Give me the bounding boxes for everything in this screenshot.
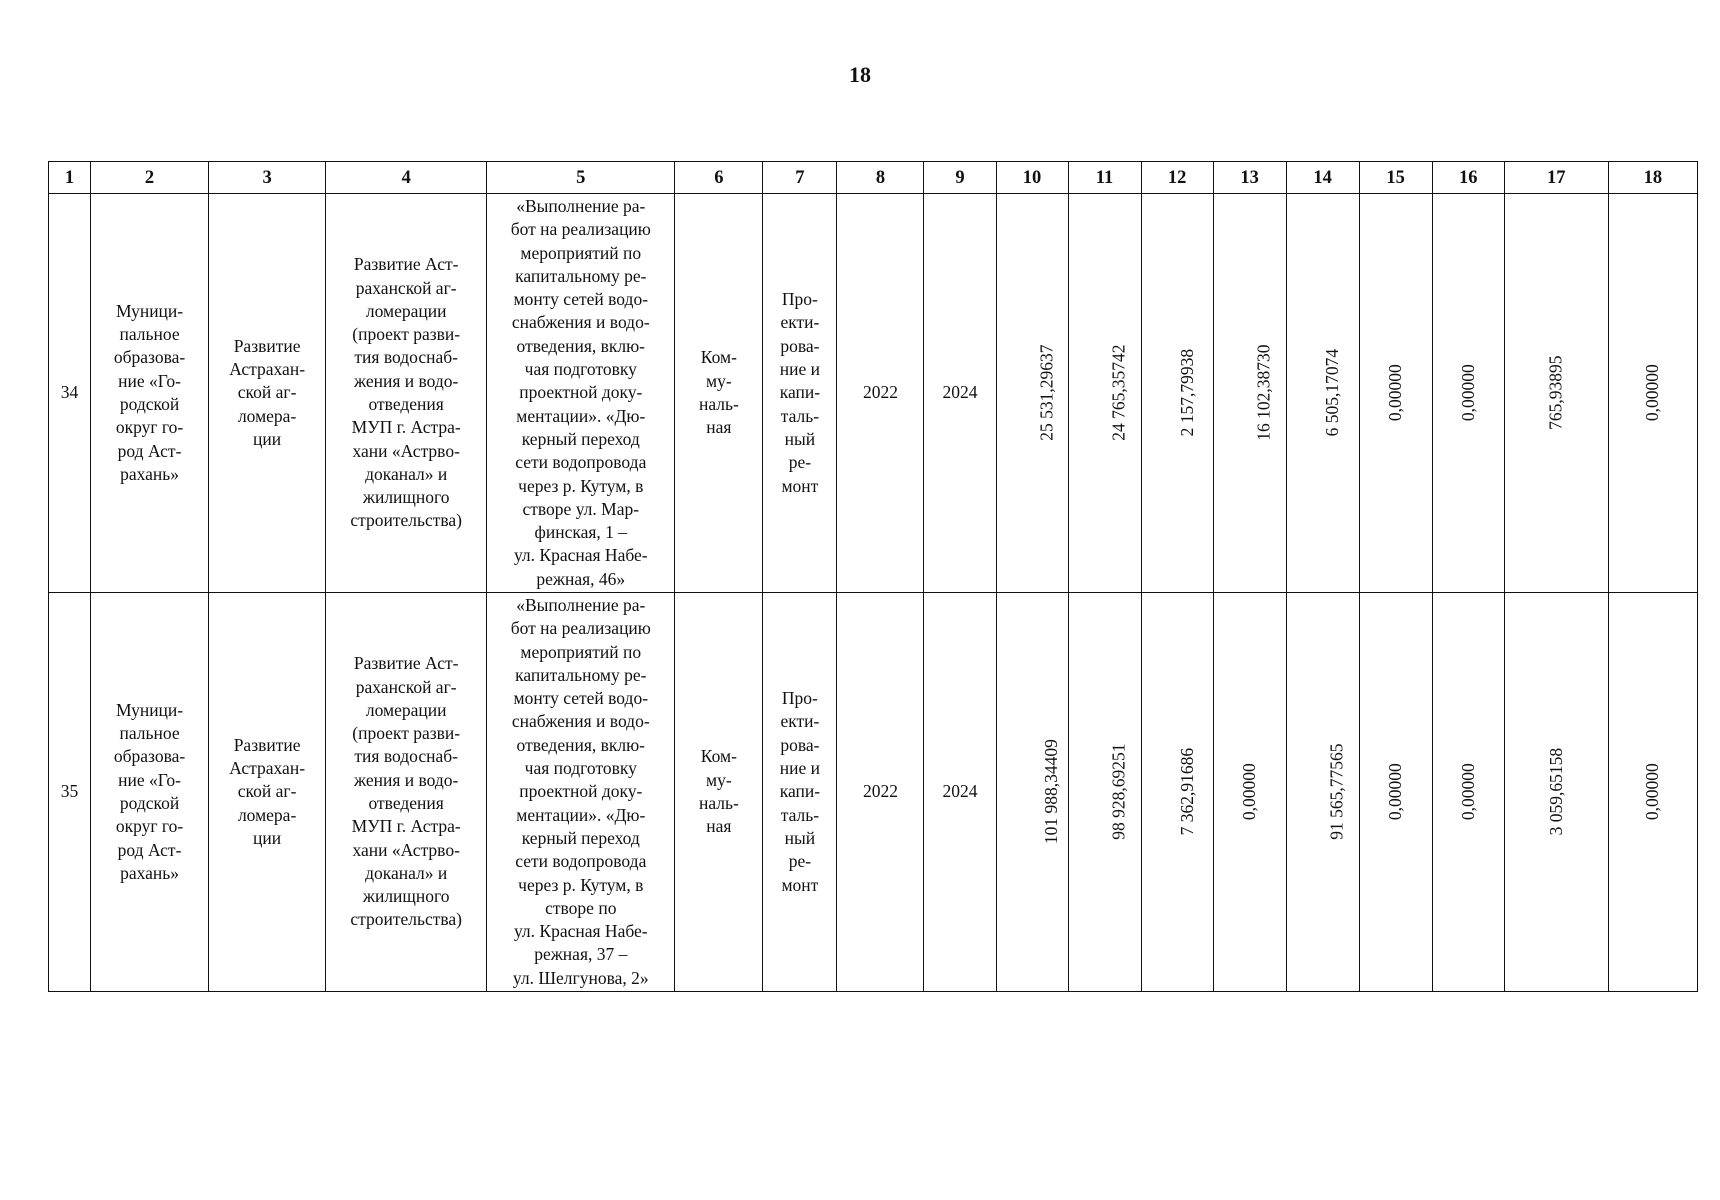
program-cell: Развитие Аст- раханской аг- ломерации (проект разви- тия водоснаб- жения и водо- отведения МУП г. Астра- хани «Астрво- доканал» и жилищного строительства) <box>326 593 487 992</box>
header-cell: 7 <box>763 162 837 194</box>
header-cell: 11 <box>1068 162 1141 194</box>
header-row <box>49 162 1698 194</box>
amount-value: 0,00000 <box>1238 763 1259 821</box>
amount-value: 0,00000 <box>1642 364 1663 422</box>
header-cell: 1 <box>49 162 91 194</box>
amount-value: 0,00000 <box>1457 364 1478 422</box>
amount-value: 0,00000 <box>1385 763 1406 821</box>
header-cell: 9 <box>924 162 996 194</box>
sphere-cell: Ком- му- наль- ная <box>675 593 763 992</box>
sphere-cell: Ком- му- наль- ная <box>675 194 763 593</box>
amount-value: 98 928,69251 <box>1108 743 1129 841</box>
amount-value: 25 531,29637 <box>1035 344 1056 442</box>
header-cell: 12 <box>1141 162 1213 194</box>
header-cell: 6 <box>675 162 763 194</box>
program-cell: Развитие Аст- раханской аг- ломерации (проект разви- тия водоснаб- жения и водо- отведения МУП г. Астра- хани «Астрво- доканал» и жилищного строительства) <box>326 194 487 593</box>
project-cell: «Выполнение ра- бот на реализацию мероприятий по капитальному ре- монту сетей водо- снабжения и водо- отведения, вклю- чая подготовку проектной доку- ментации». «Дю- керный переход сети водопровода через р. Кутум, в створе ул. Мар- финская, 1 – ул. Красная Набе- режная, 46» <box>487 194 675 593</box>
amount-value: 7 362,91686 <box>1176 748 1197 836</box>
amount-value: 16 102,38730 <box>1253 344 1274 442</box>
municipality-cell: Муници- пальное образова- ние «Го- родской округ го- род Аст- рахань» <box>91 194 209 593</box>
amount-cell <box>1504 194 1608 593</box>
header-cell: 4 <box>326 162 487 194</box>
amount-cell <box>1068 194 1141 593</box>
amount-cell <box>1068 593 1141 992</box>
amount-value: 6 505,17074 <box>1321 349 1342 437</box>
work-type-cell: Про- екти- рова- ние и капи- таль- ный ре- монт <box>763 593 837 992</box>
amount-cell <box>1286 593 1359 992</box>
header-cell: 18 <box>1608 162 1697 194</box>
amount-value: 101 988,34409 <box>1040 739 1061 845</box>
amount-value: 0,00000 <box>1457 763 1478 821</box>
amount-value: 0,00000 <box>1385 364 1406 422</box>
amount-cell <box>1141 593 1213 992</box>
financing-table <box>48 161 1698 992</box>
header-cell: 13 <box>1213 162 1286 194</box>
amount-value: 0,00000 <box>1642 763 1663 821</box>
goal-cell: Развитие Астрахан- ской аг- ломера- ции <box>209 593 326 992</box>
goal-cell: Развитие Астрахан- ской аг- ломера- ции <box>209 194 326 593</box>
amount-cell <box>1432 593 1504 992</box>
amount-cell <box>1608 593 1697 992</box>
row-number-cell: 35 <box>49 593 91 992</box>
municipality-cell: Муници- пальное образова- ние «Го- родской округ го- род Аст- рахань» <box>91 593 209 992</box>
work-type-cell: Про- екти- рова- ние и капи- таль- ный ре- монт <box>763 194 837 593</box>
amount-cell <box>1504 593 1608 992</box>
amount-cell <box>1213 194 1286 593</box>
amount-value: 3 059,65158 <box>1545 748 1566 836</box>
amount-cell <box>1286 194 1359 593</box>
table-row <box>49 593 1698 992</box>
amount-cell <box>1608 194 1697 593</box>
header-cell: 8 <box>837 162 924 194</box>
row-number-cell: 34 <box>49 194 91 593</box>
end-year-cell: 2024 <box>924 593 996 992</box>
header-cell: 2 <box>91 162 209 194</box>
table-row <box>49 194 1698 593</box>
header-cell: 14 <box>1286 162 1359 194</box>
project-cell: «Выполнение ра- бот на реализацию мероприятий по капитальному ре- монту сетей водо- снабжения и водо- отведения, вклю- чая подготовку проектной доку- ментации». «Дю- керный переход сети водопровода через р. Кутум, в створе по ул. Красная Набе- режная, 37 – ул. Шелгунова, 2» <box>487 593 675 992</box>
header-cell: 16 <box>1432 162 1504 194</box>
amount-value: 765,93895 <box>1545 355 1566 431</box>
amount-value: 91 565,77565 <box>1326 743 1347 841</box>
amount-cell <box>996 194 1068 593</box>
amount-cell <box>1213 593 1286 992</box>
amount-cell <box>1141 194 1213 593</box>
start-year-cell: 2022 <box>837 593 924 992</box>
end-year-cell: 2024 <box>924 194 996 593</box>
header-cell: 5 <box>487 162 675 194</box>
amount-value: 2 157,79938 <box>1176 349 1197 437</box>
start-year-cell: 2022 <box>837 194 924 593</box>
header-cell: 3 <box>209 162 326 194</box>
amount-cell <box>1432 194 1504 593</box>
header-cell: 10 <box>996 162 1068 194</box>
header-cell: 15 <box>1359 162 1432 194</box>
amount-value: 24 765,35742 <box>1108 344 1129 442</box>
header-cell: 17 <box>1504 162 1608 194</box>
amount-cell <box>1359 593 1432 992</box>
page-number: 18 <box>849 62 871 87</box>
amount-cell <box>996 593 1068 992</box>
amount-cell <box>1359 194 1432 593</box>
